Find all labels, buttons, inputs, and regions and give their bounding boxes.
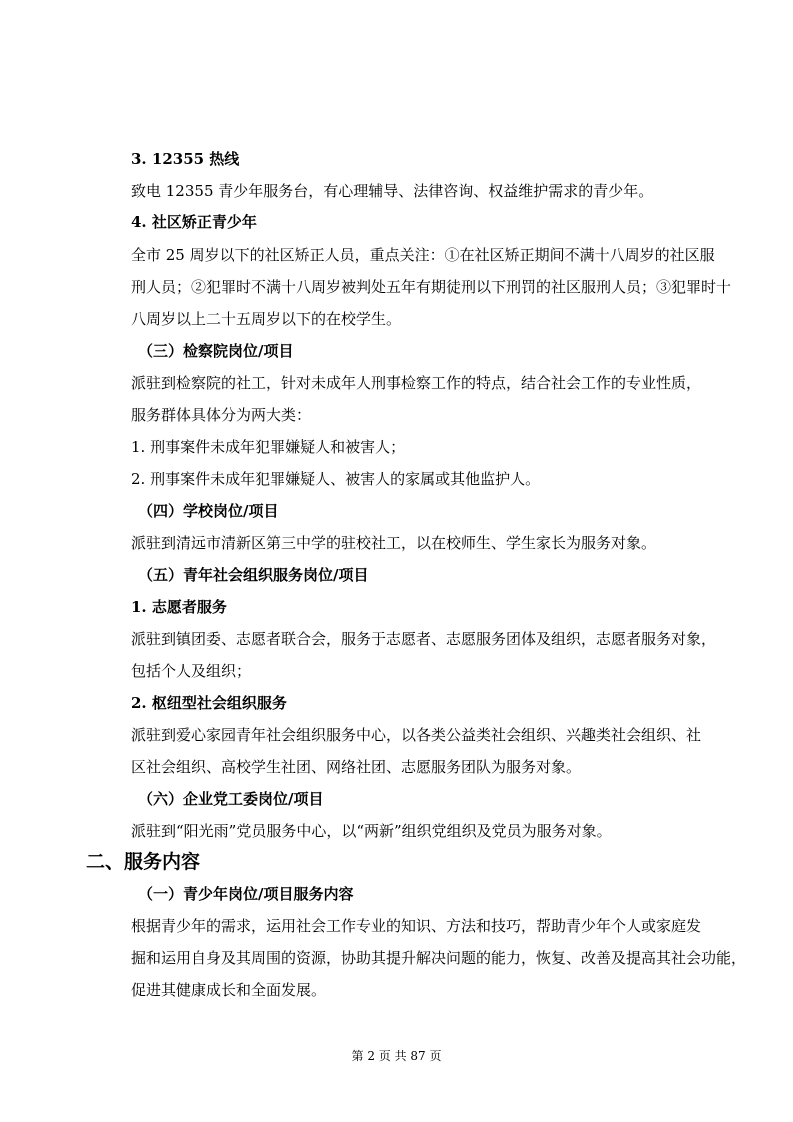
text-line: 掘和运用自身及其周围的资源，协助其提升解决问题的能力，恢复、改善及提高其社会功能， (131, 949, 747, 967)
text-line: （四）学校岗位/项目 (138, 502, 279, 520)
text-line: 根据青少年的需求，运用社会工作专业的知识、方法和技巧，帮助青少年个人或家庭发 (131, 917, 702, 935)
text-line: 包括个人及组织； (131, 662, 252, 680)
text-line: 3. 12355 热线 (131, 150, 240, 168)
section-heading: 二、服务内容 (86, 851, 201, 873)
page-footer: 第 2 页 共 87 页 (351, 1049, 442, 1063)
text-line: 派驻到清远市清新区第三中学的驻校社工，以在校师生、学生家长为服务对象。 (131, 534, 657, 552)
text-line: （一）青少年岗位/项目服务内容 (138, 885, 354, 903)
text-line: 派驻到镇团委、志愿者联合会，服务于志愿者、志愿服务团体及组织，志愿者服务对象， (131, 630, 717, 648)
text-line: 八周岁以上二十五周岁以下的在校学生。 (131, 310, 402, 328)
text-line: 服务群体具体分为两大类： (131, 406, 312, 424)
text-line: 促进其健康成长和全面发展。 (131, 981, 327, 999)
text-line: （三）检察院岗位/项目 (138, 342, 294, 360)
text-line: 2. 枢纽型社会组织服务 (131, 694, 287, 712)
text-line: 派驻到检察院的社工，针对未成年人刑事检察工作的特点，结合社会工作的专业性质， (131, 374, 702, 392)
text-line: （六）企业党工委岗位/项目 (138, 790, 324, 808)
text-line: 致电 12355 青少年服务台，有心理辅导、法律咨询、权益维护需求的青少年。 (131, 182, 654, 200)
text-line: （五）青年社会组织服务岗位/项目 (138, 566, 369, 584)
text-line: 1. 刑事案件未成年犯罪嫌疑人和被害人； (131, 438, 406, 456)
text-line: 1. 志愿者服务 (131, 598, 227, 616)
text-line: 2. 刑事案件未成年犯罪嫌疑人、被害人的家属或其他监护人。 (131, 470, 541, 488)
text-line: 区社会组织、高校学生社团、网络社团、志愿服务团队为服务对象。 (131, 758, 582, 776)
text-line: 4. 社区矫正青少年 (131, 213, 257, 231)
text-line: 全市 25 周岁以下的社区矫正人员，重点关注：①在社区矫正期间不满十八周岁的社区服 (131, 246, 715, 264)
text-line: 派驻到爱心家园青年社会组织服务中心，以各类公益类社会组织、兴趣类社会组织、社 (131, 726, 702, 744)
text-line: 刑人员；②犯罪时不满十八周岁被判处五年有期徒刑以下刑罚的社区服刑人员；③犯罪时十 (131, 278, 732, 296)
text-line: 派驻到“阳光雨”党员服务中心，以“两新”组织党组织及党员为服务对象。 (131, 822, 612, 840)
